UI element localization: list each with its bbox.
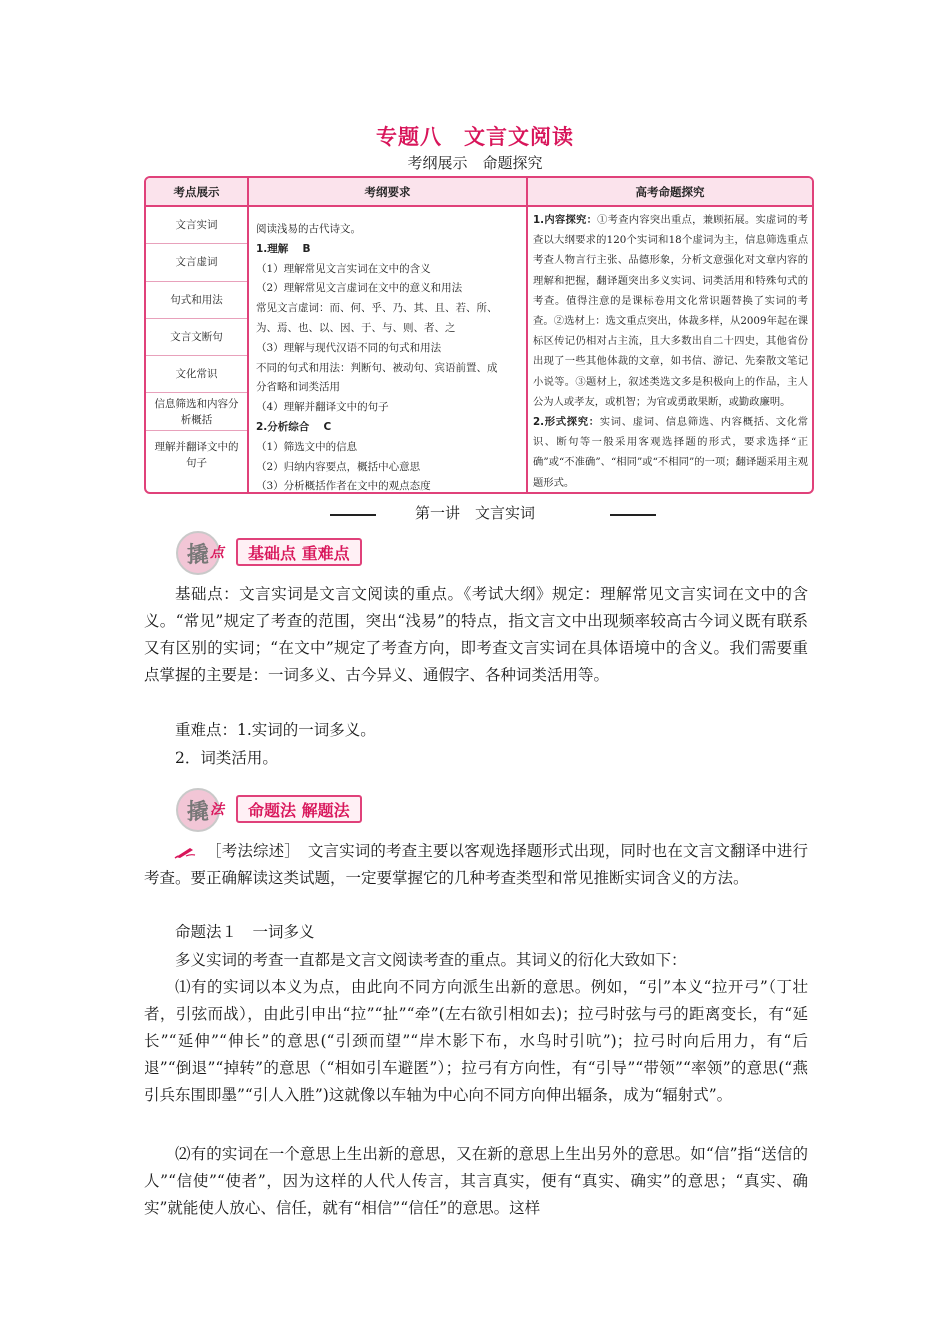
banner-label: 命题法 解题法 [236,795,362,823]
lecture-title: 第一讲 文言实词 [414,504,535,522]
requirement-line: （3）分析概括作者在文中的观点态度 [256,480,431,493]
requirement-line: （1）理解常见文言实词在文中的含义 [256,262,431,275]
requirement-line: 分省略和词类活用 [256,381,340,394]
requirement-line: 2.分析综合 C [256,420,332,433]
requirement-line: （3）理解与现代汉语不同的句式和用法 [256,341,442,354]
banner-tag: 点 [210,545,224,561]
exam-point: 文言实词 [146,207,247,244]
pry-badge-icon: 撬 [176,531,220,575]
form-inquiry-label: 2.形式探究： [533,416,600,429]
divider-line [610,514,656,516]
method-1-point-1: ⑴有的实词以本义为点，由此向不同方向派生出新的意思。例如，“引”本义“拉开弓”（丁壮者，引弦而战），由此引申出“拉”“扯”“牵”(左右欲引相如去)；拉弓时弦与弓的距离变长，有“延长”“延伸”“伸长”的意思(“引颈而望”“岸木影下布，水鸟时引吭”)；拉弓时向后用力，有“后退”“倒退”“掉转”的意思（“相如引车避匿”）；拉弓有方向性，有“引导”“带领”“率领”的意思(“燕引兵东围即墨”“引人入胜”)这就像以车轴为中心向不同方向伸出辐条，成为“辐射式”。 [144,978,808,1104]
table-header-inquiry: 高考命题探究 [528,178,812,205]
content-inquiry-label: 1.内容探究： [533,214,598,226]
exam-point: 文化常识 [146,356,247,393]
page-title: 专题八 文言文阅读 [376,125,574,149]
method-1-title: 命题法１ 一词多义 [175,923,315,941]
banner-label: 基础点 重难点 [236,538,362,566]
basics-paragraph: 基础点：文言实词是文言文阅读的重点。《考试大纲》规定：理解常见文言实词在文中的含义。“常见”规定了考查的范围，突出“浅易”的特点，指文言文中出现频率较高古今词义既有联系又有区别的实词；“在文中”规定了考查方向，即考查文言实词在具体语境中的含义。我们需要重点掌握的主要是：一词多义、古今异义、通假字、各种词类活用等。 [144,585,808,684]
requirement-line: 不同的句式和用法：判断句、被动句、宾语前置、成 [256,361,498,374]
table-divider [526,178,528,492]
table-divider [247,178,249,492]
requirement-line: 1.理解 B [256,242,311,255]
form-inquiry-text: 实词、虚词、信息筛选、内容概括、文化常识、断句等一般采用客观选择题的形式，要求选择“正确”或“不准确”、“相同”或“不相同”的一项；翻译题采用主观题形式。 [533,416,809,489]
table-header-points: 考点展示 [146,178,247,205]
method-overview [144,838,808,892]
requirement-line: （4）理解并翻译文中的句子 [256,401,389,414]
requirement-line: 阅读浅易的古代诗文。 [256,223,361,235]
exam-outline-table [144,176,814,494]
method-overview-text: ［考法综述］ 文言实词的考查主要以客观选择题形式出现，同时也在文言文翻译中进行考查。要正确解读这类试题，一定要掌握它的几种考查类型和常见推断实词含义的方法。 [144,842,808,887]
requirement-line: 为、焉、也、以、因、于、与、则、者、之 [256,321,456,334]
method-1-point-2: ⑵有的实词在一个意思上生出新的意思，又在新的意思上生出另外的意思。如“信”指“送信的人”“信使”“使者”，因为这样的人代人传言，其言真实，便有“真实、确实”的意思；“真实、确实”就能使人放心、信任，就有“相信”“信任”的意思。这样 [144,1145,808,1217]
exam-point: 文言虚词 [146,244,247,281]
method-1-intro: 多义实词的考查一直都是文言文阅读考查的重点。其词义的衍化大致如下： [175,951,687,969]
requirements-column [256,220,524,494]
table-header-requirements: 考纲要求 [249,178,526,205]
requirement-line: （1）筛选文中的信息 [256,440,358,453]
banner-tag: 法 [210,802,224,818]
exam-point: 信息筛选和内容分析概括 [146,393,247,430]
key-points-paragraph: 重难点：1.实词的一词多义。 [175,721,376,739]
exam-point: 句式和用法 [146,282,247,319]
page-subtitle: 考纲展示 命题探究 [407,154,543,172]
exam-point: 理解并翻译文中的句子 [154,440,239,469]
requirement-line: （2）归纳内容要点，概括中心意思 [256,460,421,473]
content-inquiry-text: ①考查内容突出重点，兼顾拓展。实虚词的考查以大纲要求的120个实词和18个虚词为主，信息筛选重点考查人物言行主张、品德形象，分析文意强化对文章内容的理解和把握，翻译题突出多义实词、词类活用和特殊句式的考查。值得注意的是课标卷用文化常识题替换了实词的考查。②选材上：选文重点突出，体裁多样，从2009年起在课标区传记仍相对占主流，且大多数出自二十四史，其他省份出现了一些其他体裁的文章，如书信、游记、先秦散文笔记小说等。③题材上，叙述类选文多是积极向上的作品，主人公为人或孝友，或机智；为官或勇敢果断，或勤政廉明。 [533,214,809,408]
exam-point: 文言文断句 [146,319,247,356]
requirement-line: （2）理解常见文言虚词在文中的意义和用法 [256,282,463,295]
exam-points-column [146,207,247,479]
inquiry-column [533,210,808,493]
requirement-line: 常见文言虚词：而、何、乎、乃、其、且、若、所、 [256,302,498,315]
pry-badge-icon: 撬 [176,788,220,832]
key-points-item: 2．词类活用。 [175,749,278,767]
pen-icon [174,845,196,859]
